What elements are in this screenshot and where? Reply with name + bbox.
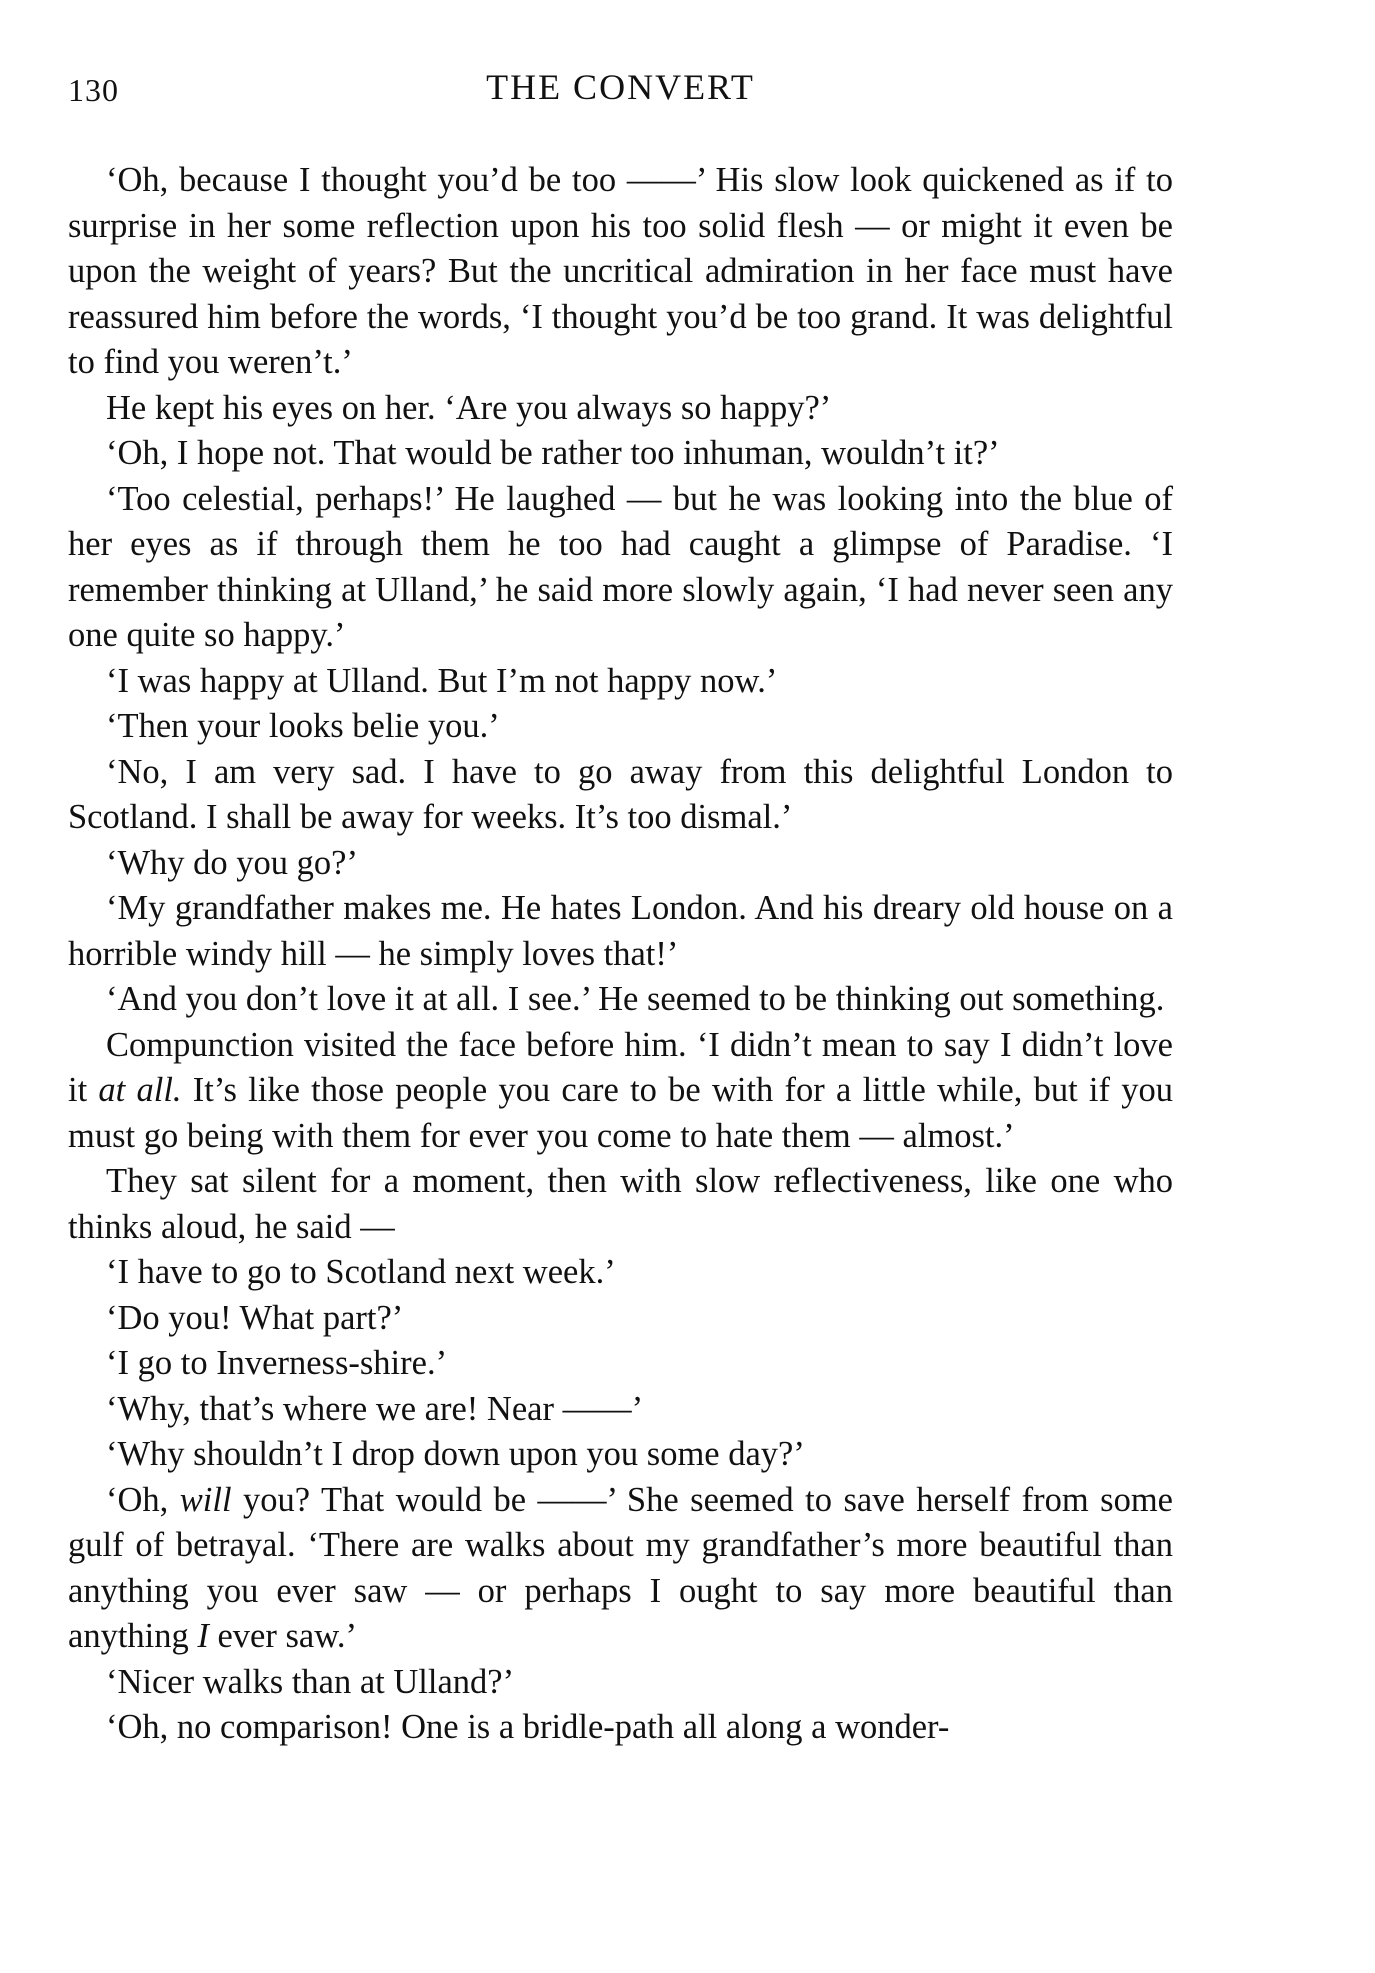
paragraph: ‘Nicer walks than at Ulland?’ <box>106 1662 515 1701</box>
emphasized-text: I <box>197 1617 209 1655</box>
paragraph: ‘Why shouldn’t I drop down upon you some day?’ <box>106 1435 805 1473</box>
paragraph: ‘And you don’t love it at all. I see.’ He seemed to be thinking out something. <box>106 980 1165 1018</box>
running-title: THE CONVERT <box>486 67 755 107</box>
paragraph: ‘Oh, I hope not. That would be rather too inhuman, wouldn’t it?’ <box>106 434 1000 472</box>
paragraph: ‘Then your looks belie you.’ <box>106 707 500 745</box>
paragraph <box>68 1023 1173 1160</box>
paragraph: ‘No, I am very sad. I have to go away from this delightful London to Scotland. I shall be away for weeks. It’s too dismal.’ <box>68 752 1173 836</box>
text-body <box>68 158 1173 1751</box>
paragraph: ‘I go to Inverness-shire.’ <box>106 1344 448 1382</box>
paragraph: ‘Too celestial, perhaps!’ He laughed — but he was looking into the blue of her eyes as if through them he too had caught a glimpse of Paradise. ‘I remember thinking at Ulland,’ he said more slowly again, ‘I had never seen any one quite so happy.’ <box>68 479 1173 654</box>
paragraph <box>68 1478 1173 1660</box>
paragraph: ‘I was happy at Ulland. But I’m not happy now.’ <box>106 661 778 700</box>
paragraph: ‘Oh, because I thought you’d be too ——’ His slow look quickened as if to surprise in her some reflection upon his too solid flesh — or might it even be upon the weight of years? But the uncritical admiration in her face must have reassured him before the words, ‘I thought you’d be too grand. It was delightful to find you weren’t.’ <box>68 161 1173 381</box>
paragraph: They sat silent for a moment, then with slow reflectiveness, like one who thinks aloud, he said — <box>68 1162 1173 1246</box>
paragraph: ‘Oh, no comparison! One is a bridle-path all along a wonder- <box>106 1708 950 1746</box>
emphasized-text: will <box>179 1480 232 1519</box>
paragraph-text: ‘Oh, <box>106 1480 180 1519</box>
paragraph: ‘I have to go to Scotland next week.’ <box>106 1253 616 1291</box>
paragraph-text: you? That would be ——’ She seemed to save herself from some gulf of betrayal. ‘There are walks about my grandfather’s more beautiful than anything you ever saw — or perhaps I ought to say more beautiful than anything <box>68 1480 1173 1655</box>
emphasized-text: at all. <box>98 1071 182 1109</box>
page-number: 130 <box>68 72 119 108</box>
paragraph: ‘My grandfather makes me. He hates London. And his dreary old house on a horrible windy hill — he simply loves that!’ <box>68 889 1173 973</box>
paragraph-text: Compunction visited the face before him. ‘I didn’t mean to say I didn’t love it <box>68 1025 1173 1109</box>
paragraph: ‘Do you! What part?’ <box>106 1298 404 1337</box>
paragraph: He kept his eyes on her. ‘Are you always so happy?’ <box>106 388 832 427</box>
paragraph: ‘Why, that’s where we are! Near ——’ <box>106 1389 644 1428</box>
running-head <box>68 66 1173 116</box>
paragraph-text: ever saw.’ <box>208 1617 358 1655</box>
paragraph: ‘Why do you go?’ <box>106 843 358 882</box>
paragraph-text: It’s like those people you care to be with for a little while, but if you must go being with them for ever you come to hate them — almost.’ <box>68 1071 1173 1155</box>
